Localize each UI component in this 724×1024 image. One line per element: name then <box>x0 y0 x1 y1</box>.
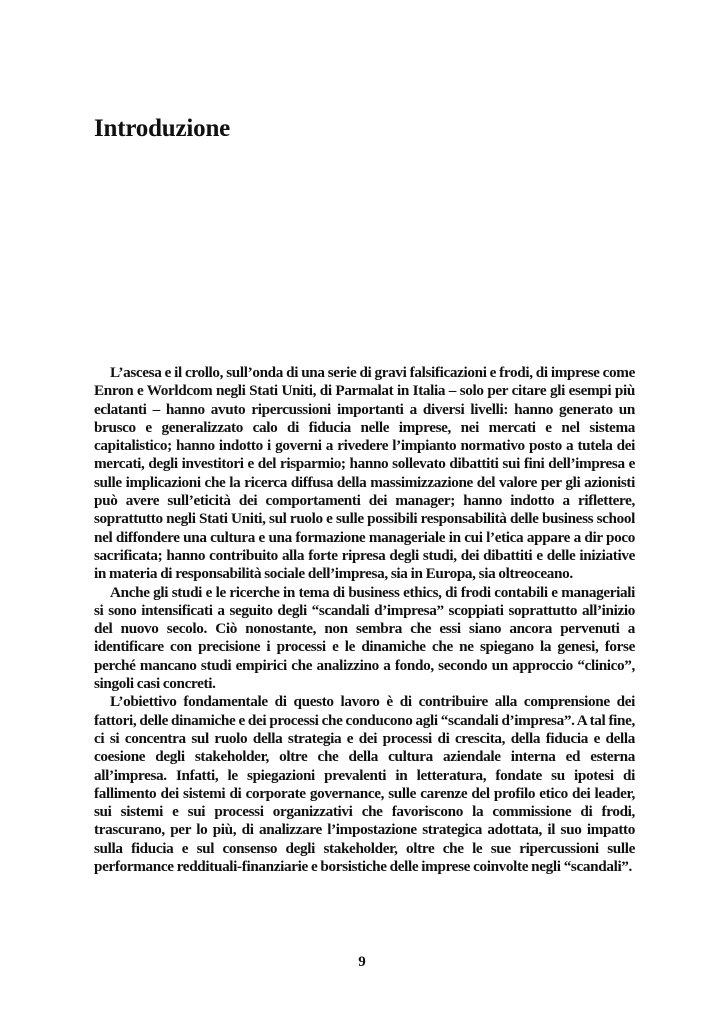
page-number: 9 <box>358 954 366 970</box>
body-text <box>94 364 635 876</box>
chapter-title: Introduzione <box>94 115 231 142</box>
paragraph-1: L’ascesa e il crollo, sull’onda di una serie di gravi falsificazioni e frodi, di imprese come Enron e Worldcom negli Stati Uniti, di Parmalat in Italia – solo per citare gli esempi più eclatanti – hanno avuto ripercussioni importanti a diversi livelli: hanno generato un brusco e generalizzato calo di fiducia nelle imprese, nei mercati e nel sistema capitalistico; hanno indotto i governi a rivedere l’impianto normativo posto a tutela dei mercati, degli investitori e del risparmio; hanno sollevato dibattiti sui fini dell’impresa e sulle implicazioni che la ricerca diffusa della massimizzazione del valore per gli azionisti può avere sull’eticità dei comportamenti dei manager; hanno indotto a riflettere, soprattutto negli Stati Uniti, sul ruolo e sulle possibili responsabilità delle business school nel diffondere una cultura e una formazione manageriale in cui l’etica appare a dir poco sacrificata; hanno contribuito alla forte ripresa degli studi, dei dibattiti e delle iniziative in materia di responsabilità sociale dell’impresa, sia in Europa, sia oltreoceano. <box>94 364 635 583</box>
paragraph-3: L’obiettivo fondamentale di questo lavoro è di contribuire alla comprensione dei fattori, delle dinamiche e dei processi che conducono agli “scandali d’impresa”. A tal fine, ci si concentra sul ruolo della strategia e dei processi di crescita, della fiducia e della coesione degli stakeholder, oltre che della cultura aziendale interna ed esterna all’impresa. Infatti, le spiegazioni prevalenti in letteratura, fondate su ipotesi di fallimento dei sistemi di corporate governance, sulle carenze del profilo etico dei leader, sui sistemi e sui processi organizzativi che favoriscono la commissione di frodi, trascurano, per lo più, di analizzare l’impostazione strategica adottata, il suo impatto sulla fiducia e sul consenso degli stakeholder, oltre che le sue ripercussioni sulle performance reddituali-finanziarie e borsistiche delle imprese coinvolte negli “scandali”. <box>94 693 635 876</box>
paragraph-2: Anche gli studi e le ricerche in tema di business ethics, di frodi contabili e manageriali si sono intensificati a seguito degli “scandali d’impresa” scoppiati soprattutto all’inizio del nuovo secolo. Ciò nonostante, non sembra che essi siano ancora pervenuti a identificare con precisione i processi e le dinamiche che ne spiegano la genesi, forse perché mancano studi empirici che analizzino a fondo, secondo un approccio “clinico”, singoli casi concreti. <box>94 583 635 693</box>
